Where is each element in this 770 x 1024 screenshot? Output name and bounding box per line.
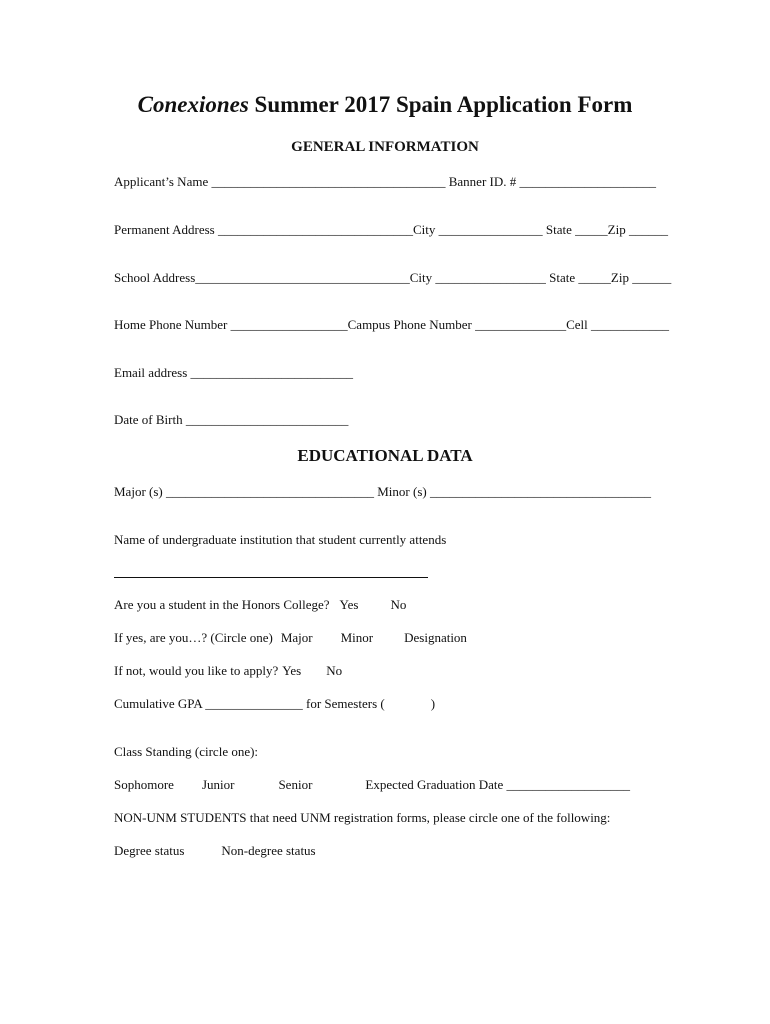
general-information-heading: GENERAL INFORMATION <box>291 139 479 155</box>
sophomore-option[interactable]: Sophomore <box>114 777 174 792</box>
form-title-italic: Conexiones <box>137 92 249 117</box>
permanent-city-label: City <box>412 222 436 237</box>
form-title-rest: Summer 2017 Spain Application Form <box>248 92 633 117</box>
school-address-row <box>114 270 671 286</box>
permanent-zip-label: Zip <box>607 222 626 237</box>
school-state-label: State <box>549 270 576 285</box>
grad-date-label: Expected Graduation Date <box>365 777 504 792</box>
degree-status-option[interactable]: Degree status <box>114 843 185 858</box>
permanent-city-field[interactable]: ________________ <box>435 222 546 237</box>
cell-label: Cell <box>566 317 588 332</box>
institution-label: Name of undergraduate institution that student currently attends <box>114 532 447 547</box>
designation-option[interactable]: Designation <box>404 630 467 645</box>
gpa-label: Cumulative GPA <box>114 696 203 711</box>
major-option[interactable]: Major <box>280 630 313 645</box>
phone-row <box>114 317 669 333</box>
institution-field[interactable] <box>114 577 428 578</box>
dob-field[interactable]: _________________________ <box>182 412 349 427</box>
banner-id-label: Banner ID. # <box>448 174 517 189</box>
cell-field[interactable]: ____________ <box>587 317 670 332</box>
semesters-label: for Semesters ( <box>306 696 385 711</box>
apply-no-option[interactable]: No <box>326 663 343 678</box>
grad-date-field[interactable]: ___________________ <box>503 777 631 792</box>
home-phone-label: Home Phone Number <box>114 317 228 332</box>
applicant-name-label: Applicant’s Name <box>114 174 209 189</box>
permanent-state-label: State <box>545 222 572 237</box>
school-address-label: School Address <box>114 270 196 285</box>
email-field[interactable]: _________________________ <box>187 365 354 380</box>
permanent-zip-field[interactable]: ______ <box>625 222 668 237</box>
school-city-field[interactable]: _________________ <box>432 270 550 285</box>
dob-row <box>114 412 348 428</box>
minor-label: Minor (s) <box>377 484 427 499</box>
permanent-state-field[interactable]: _____ <box>571 222 608 237</box>
educational-data-heading: EDUCATIONAL DATA <box>297 446 473 465</box>
permanent-address-row <box>114 222 668 238</box>
dob-label: Date of Birth <box>114 412 183 427</box>
major-label: Major (s) <box>114 484 163 499</box>
senior-option[interactable]: Senior <box>278 777 313 792</box>
semesters-close: ) <box>430 696 436 711</box>
apply-yes-option[interactable]: Yes <box>282 663 302 678</box>
school-zip-label: Zip <box>610 270 629 285</box>
non-unm-note: NON-UNM STUDENTS that need UNM registration forms, please circle one of the following: <box>114 810 611 825</box>
class-standing-row <box>114 777 630 793</box>
school-address-field[interactable]: _________________________________ <box>195 270 410 285</box>
school-city-label: City <box>409 270 433 285</box>
honors-yes-option[interactable]: Yes <box>339 597 359 612</box>
honors-row <box>114 597 406 613</box>
minor-option[interactable]: Minor <box>340 630 374 645</box>
degree-status-row <box>114 843 316 859</box>
campus-phone-field[interactable]: ______________ <box>471 317 567 332</box>
email-label: Email address <box>114 365 188 380</box>
permanent-address-label: Permanent Address <box>114 222 215 237</box>
non-degree-status-option[interactable]: Non-degree status <box>221 843 316 858</box>
home-phone-field[interactable]: __________________ <box>227 317 348 332</box>
junior-option[interactable]: Junior <box>201 777 235 792</box>
honors-no-option[interactable]: No <box>390 597 407 612</box>
gpa-field[interactable]: _______________ <box>202 696 307 711</box>
banner-id-field[interactable]: _____________________ <box>516 174 656 189</box>
major-field[interactable]: ________________________________ <box>162 484 378 499</box>
if-not-question: If not, would you like to apply? <box>114 663 279 678</box>
if-yes-row <box>114 630 467 646</box>
class-standing-label: Class Standing (circle one): <box>114 744 259 759</box>
minor-field[interactable]: __________________________________ <box>426 484 651 499</box>
campus-phone-label: Campus Phone Number <box>347 317 472 332</box>
school-zip-field[interactable]: ______ <box>628 270 672 285</box>
applicant-name-row <box>114 174 656 190</box>
gpa-row <box>114 696 435 712</box>
major-minor-row <box>114 484 651 500</box>
email-row <box>114 365 353 381</box>
permanent-address-field[interactable]: ______________________________ <box>214 222 413 237</box>
applicant-name-field[interactable]: ____________________________________ <box>208 174 449 189</box>
if-yes-question: If yes, are you…? (Circle one) <box>114 630 273 645</box>
school-state-field[interactable]: _____ <box>575 270 611 285</box>
honors-question: Are you a student in the Honors College? <box>114 597 330 612</box>
if-not-row <box>114 663 342 679</box>
form-title <box>0 92 770 118</box>
